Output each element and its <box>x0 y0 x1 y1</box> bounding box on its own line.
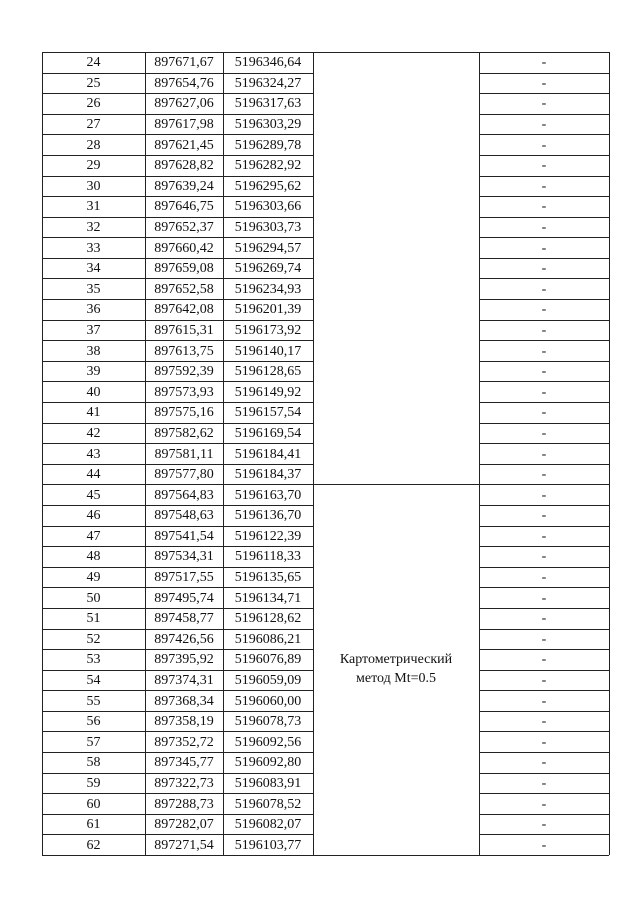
accuracy-dash: - <box>541 178 547 194</box>
accuracy-dash: - <box>541 425 547 441</box>
y-coordinate: 5196128,65 <box>234 364 302 380</box>
point-number: 27 <box>86 117 101 133</box>
x-coordinate: 897534,31 <box>154 549 214 565</box>
accuracy-dash: - <box>541 322 547 338</box>
y-coordinate: 5196234,93 <box>234 281 302 297</box>
point-number: 58 <box>86 755 101 771</box>
x-coordinate: 897358,19 <box>154 714 214 730</box>
x-coordinate: 897646,75 <box>154 199 214 215</box>
y-coordinate: 5196092,56 <box>234 734 302 750</box>
y-coordinate: 5196140,17 <box>234 343 302 359</box>
point-number: 53 <box>86 652 101 668</box>
accuracy-dash: - <box>541 281 547 297</box>
accuracy-dash: - <box>541 137 547 153</box>
point-number: 60 <box>86 796 101 812</box>
point-number: 30 <box>86 178 101 194</box>
point-number: 36 <box>86 302 101 318</box>
accuracy-dash: - <box>541 672 547 688</box>
point-number: 45 <box>86 487 101 503</box>
accuracy-dash: - <box>541 775 547 791</box>
accuracy-dash: - <box>541 302 547 318</box>
y-coordinate: 5196184,41 <box>234 446 302 462</box>
point-number: 42 <box>86 425 101 441</box>
method-line-1: Картометрический <box>339 652 453 667</box>
accuracy-dash: - <box>541 714 547 730</box>
x-coordinate: 897628,82 <box>154 158 214 174</box>
y-coordinate: 5196059,09 <box>234 672 302 688</box>
y-coordinate: 5196295,62 <box>234 178 302 194</box>
x-coordinate: 897660,42 <box>154 240 214 256</box>
y-coordinate: 5196128,62 <box>234 611 302 627</box>
y-coordinate: 5196157,54 <box>234 405 302 421</box>
point-number: 38 <box>86 343 101 359</box>
y-coordinate: 5196173,92 <box>234 322 302 338</box>
y-coordinate: 5196169,54 <box>234 425 302 441</box>
y-coordinate: 5196136,70 <box>234 508 302 524</box>
y-coordinate: 5196269,74 <box>234 261 302 277</box>
point-number: 39 <box>86 364 101 380</box>
point-number: 48 <box>86 549 101 565</box>
y-coordinate: 5196060,00 <box>234 693 302 709</box>
point-number: 26 <box>86 96 101 112</box>
point-number: 41 <box>86 405 101 421</box>
x-coordinate: 897652,37 <box>154 220 214 235</box>
point-number: 29 <box>86 158 101 174</box>
x-coordinate: 897352,72 <box>154 734 214 750</box>
accuracy-dash: - <box>541 467 547 483</box>
accuracy-dash: - <box>541 796 547 812</box>
x-coordinate: 897671,67 <box>154 55 214 71</box>
x-coordinate: 897548,63 <box>154 508 214 524</box>
x-coordinate: 897368,34 <box>154 693 214 709</box>
point-number: 34 <box>86 261 101 277</box>
accuracy-dash: - <box>541 55 547 71</box>
y-coordinate: 5196303,29 <box>234 117 302 133</box>
accuracy-dash: - <box>541 446 547 462</box>
x-coordinate: 897652,58 <box>154 281 214 297</box>
accuracy-dash: - <box>541 693 547 709</box>
accuracy-dash: - <box>541 837 547 853</box>
x-coordinate: 897374,31 <box>154 672 214 688</box>
accuracy-dash: - <box>541 96 547 112</box>
point-number: 55 <box>86 693 101 709</box>
x-coordinate: 897627,06 <box>154 96 214 112</box>
x-coordinate: 897517,55 <box>154 570 214 586</box>
y-coordinate: 5196294,57 <box>234 240 302 256</box>
y-coordinate: 5196324,27 <box>234 75 302 91</box>
x-coordinate: 897577,80 <box>154 467 214 483</box>
x-coordinate: 897288,73 <box>154 796 214 812</box>
accuracy-dash: - <box>541 570 547 586</box>
x-coordinate: 897581,11 <box>154 446 214 462</box>
y-coordinate: 5196201,39 <box>234 302 302 318</box>
point-number: 43 <box>86 446 101 462</box>
accuracy-dash: - <box>541 75 547 91</box>
y-coordinate: 5196103,77 <box>234 837 302 853</box>
point-number: 46 <box>86 508 101 524</box>
x-coordinate: 897639,24 <box>154 178 214 194</box>
accuracy-dash: - <box>541 817 547 833</box>
y-coordinate: 5196184,37 <box>234 467 302 483</box>
y-coordinate: 5196118,33 <box>235 549 301 565</box>
y-coordinate: 5196122,39 <box>234 528 302 544</box>
accuracy-dash: - <box>541 590 547 606</box>
method-line-2: метод Mt=0.5 <box>356 671 436 686</box>
point-number: 32 <box>86 220 101 235</box>
y-coordinate: 5196135,65 <box>234 570 302 586</box>
x-coordinate: 897654,76 <box>154 75 214 91</box>
accuracy-dash: - <box>541 508 547 524</box>
x-coordinate: 897282,07 <box>154 817 214 833</box>
x-coordinate: 897573,93 <box>154 384 214 400</box>
point-number: 24 <box>86 55 101 71</box>
point-number: 54 <box>86 672 101 688</box>
point-number: 37 <box>86 322 101 338</box>
accuracy-dash: - <box>541 405 547 421</box>
x-coordinate: 897621,45 <box>154 137 214 153</box>
y-coordinate: 5196076,89 <box>234 652 302 668</box>
point-number: 44 <box>86 467 101 483</box>
point-number: 25 <box>86 75 101 91</box>
point-number: 35 <box>86 281 101 297</box>
point-number: 33 <box>86 240 101 256</box>
accuracy-dash: - <box>541 755 547 771</box>
accuracy-dash: - <box>541 734 547 750</box>
point-number: 59 <box>86 775 101 791</box>
y-coordinate: 5196149,92 <box>234 384 302 400</box>
x-coordinate: 897426,56 <box>154 631 214 647</box>
y-coordinate: 5196078,73 <box>234 714 302 730</box>
point-number: 28 <box>86 137 101 153</box>
point-number: 40 <box>86 384 101 400</box>
point-number: 57 <box>86 734 101 750</box>
accuracy-dash: - <box>541 220 547 235</box>
y-coordinate: 5196163,70 <box>234 487 302 503</box>
accuracy-dash: - <box>541 240 547 256</box>
x-coordinate: 897592,39 <box>154 364 214 380</box>
accuracy-dash: - <box>541 261 547 277</box>
point-number: 49 <box>86 570 101 586</box>
x-coordinate: 897617,98 <box>154 117 214 133</box>
accuracy-dash: - <box>541 158 547 174</box>
accuracy-dash: - <box>541 364 547 380</box>
accuracy-dash: - <box>541 652 547 668</box>
point-number: 47 <box>86 528 101 544</box>
x-coordinate: 897613,75 <box>154 343 214 359</box>
x-coordinate: 897582,62 <box>154 425 214 441</box>
accuracy-dash: - <box>541 611 547 627</box>
y-coordinate: 5196086,21 <box>234 631 302 647</box>
x-coordinate: 897395,92 <box>154 652 214 668</box>
accuracy-dash: - <box>541 343 547 359</box>
x-coordinate: 897271,54 <box>154 837 214 853</box>
point-number: 52 <box>86 631 101 647</box>
point-number: 51 <box>86 611 101 627</box>
x-coordinate: 897541,54 <box>154 528 214 544</box>
accuracy-dash: - <box>541 117 547 133</box>
x-coordinate: 897659,08 <box>154 261 214 277</box>
accuracy-dash: - <box>541 631 547 647</box>
accuracy-dash: - <box>541 384 547 400</box>
y-coordinate: 5196289,78 <box>234 137 302 153</box>
y-coordinate: 5196078,52 <box>234 796 302 812</box>
y-coordinate: 5196282,92 <box>234 158 302 174</box>
y-coordinate: 5196303,73 <box>234 220 302 235</box>
y-coordinate: 5196092,80 <box>234 755 302 771</box>
x-coordinate: 897458,77 <box>154 611 214 627</box>
x-coordinate: 897564,83 <box>154 487 214 503</box>
point-number: 50 <box>86 590 101 606</box>
accuracy-dash: - <box>541 528 547 544</box>
y-coordinate: 5196317,63 <box>234 96 302 112</box>
y-coordinate: 5196346,64 <box>234 55 302 71</box>
accuracy-dash: - <box>541 549 547 565</box>
x-coordinate: 897615,31 <box>154 322 214 338</box>
method-group-label <box>313 650 479 688</box>
accuracy-dash: - <box>541 199 547 215</box>
x-coordinate: 897575,16 <box>154 405 214 421</box>
y-coordinate: 5196083,91 <box>234 775 302 791</box>
y-coordinate: 5196303,66 <box>234 199 302 215</box>
point-number: 31 <box>86 199 101 215</box>
x-coordinate: 897642,08 <box>154 302 214 318</box>
point-number: 61 <box>86 817 101 833</box>
x-coordinate: 897345,77 <box>154 755 214 771</box>
y-coordinate: 5196134,71 <box>234 590 302 606</box>
x-coordinate: 897495,74 <box>154 590 214 606</box>
point-number: 56 <box>86 714 101 730</box>
x-coordinate: 897322,73 <box>154 775 214 791</box>
accuracy-dash: - <box>541 487 547 503</box>
point-number: 62 <box>86 837 101 853</box>
y-coordinate: 5196082,07 <box>234 817 302 833</box>
